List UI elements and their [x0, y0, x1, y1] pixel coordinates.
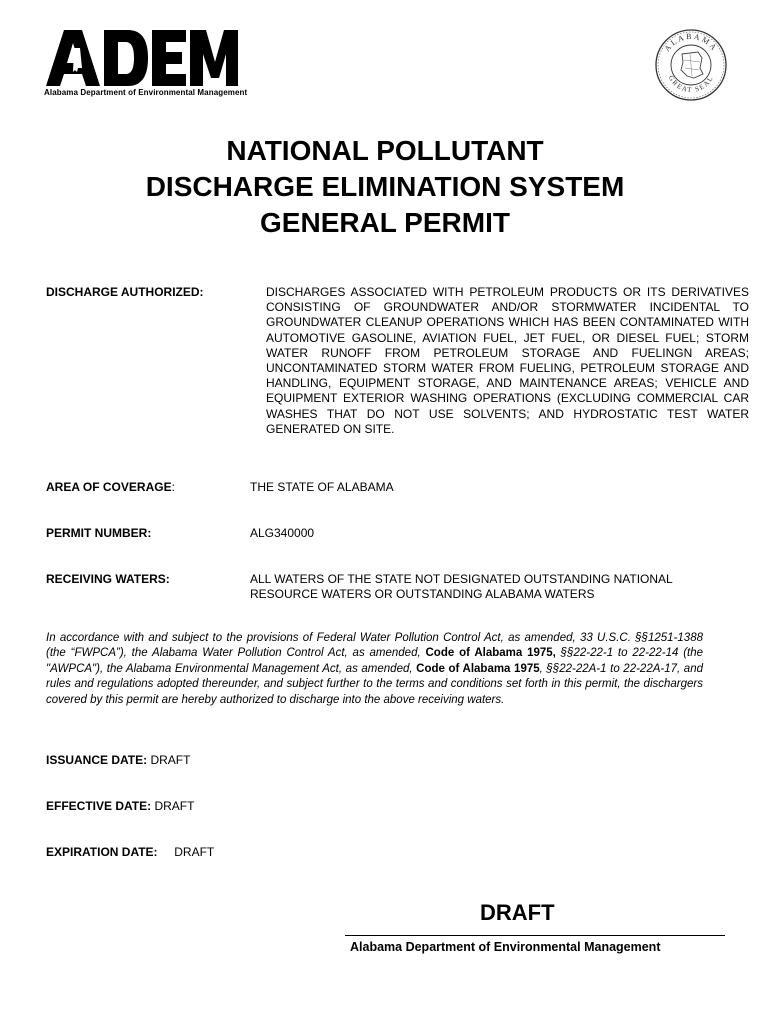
effective-date-value: DRAFT	[154, 799, 195, 813]
title-line: NATIONAL POLLUTANT	[226, 135, 544, 166]
effective-date-row	[46, 799, 194, 813]
logo-letter-d	[104, 30, 148, 86]
issuance-date-label: ISSUANCE DATE:	[46, 753, 148, 767]
seal-text-bottom: GREAT SEAL	[666, 74, 716, 95]
signature-line	[345, 935, 725, 936]
signature-caption: Alabama Department of Environmental Management	[350, 940, 661, 954]
expiration-date-label: EXPIRATION DATE:	[46, 845, 158, 859]
receiving-waters-value: ALL WATERS OF THE STATE NOT DESIGNATED OUTSTANDING NATIONAL RESOURCE WATERS OR OUTSTANDING ALABAMA WATERS	[250, 572, 673, 602]
code-citation: Code of Alabama 1975,	[425, 647, 556, 660]
permit-number-value: ALG340000	[250, 526, 315, 540]
expiration-date-value: DRAFT	[174, 845, 215, 859]
logo-letter-m	[190, 30, 238, 86]
expiration-date-row	[46, 845, 214, 859]
logo-letter-e	[152, 30, 186, 86]
area-of-coverage-label: AREA OF COVERAGE:	[46, 480, 175, 494]
logo-letter-a	[46, 30, 100, 86]
adem-logo	[44, 28, 248, 100]
adem-logo-mark	[44, 28, 240, 88]
title-line: GENERAL PERMIT	[260, 207, 510, 238]
discharge-authorized-label: DISCHARGE AUTHORIZED:	[46, 285, 204, 299]
title-line: DISCHARGE ELIMINATION SYSTEM	[145, 171, 625, 202]
discharge-authorized-value: DISCHARGES ASSOCIATED WITH PETROLEUM PRODUCTS OR ITS DERIVATIVES CONSISTING OF GROUNDWATER AND/OR STORMWATER INCIDENTAL TO GROUNDWATER CLEANUP OPERATIONS WHICH HAS BEEN CONTAMINATED WITH AUTOMOTIVE GASOLINE, AVIATION FUEL, JET FUEL, OR DIESEL FUEL; STORM WATER RUNOFF FROM PETROLEUM STORAGE AND FUELINGN AREAS; UNCONTAMINATED STORM WATER FROM FUELING, PETROLEUM STORAGE AND HANDLING, EQUIPMENT STORAGE, AND MAINTENANCE AREAS; VEHICLE AND EQUIPMENT EXTERIOR WASHING OPERATIONS (EXCLUDING COMMERCIAL CAR WASHES THAT DO NOT USE SOLVENTS; AND HYDROSTATIC TEST WATER GENERATED ON SITE.	[266, 285, 749, 436]
permit-title	[0, 133, 770, 241]
seal-text-top: ALABAMA	[662, 31, 720, 54]
authorization-paragraph: In accordance with and subject to the provisions of Federal Water Pollution Control Act, as amended, 33 U.S.C. §§1251-1388 (the “FWPCA”), the Alabama Water Pollution Control Act, as amended, Code of Alabama 1975, §§22-22-1 to 22-22-14 (the "AWPCA"), the Alabama Environmental Management Act, as amended, Code of Alabama 1975, §§22-22A-1 to 22-22A-17, and rules and regulations adopted thereunder, and subject further to the terms and conditions set forth in this permit, the dischargers covered by this permit are hereby authorized to discharge into the above receiving waters.	[46, 632, 704, 706]
issuance-date-value: DRAFT	[150, 753, 191, 767]
issuance-date-row	[46, 753, 190, 767]
code-citation: Code of Alabama 1975	[416, 662, 540, 675]
alabama-seal-icon	[654, 28, 728, 102]
logo-subtitle: Alabama Department of Environmental Management	[44, 88, 248, 97]
receiving-waters-label: RECEIVING WATERS:	[46, 572, 170, 586]
permit-number-label: PERMIT NUMBER:	[46, 526, 152, 540]
area-of-coverage-value: THE STATE OF ALABAMA	[250, 480, 394, 494]
effective-date-label: EFFECTIVE DATE:	[46, 799, 152, 813]
signature-status: DRAFT	[480, 900, 555, 925]
